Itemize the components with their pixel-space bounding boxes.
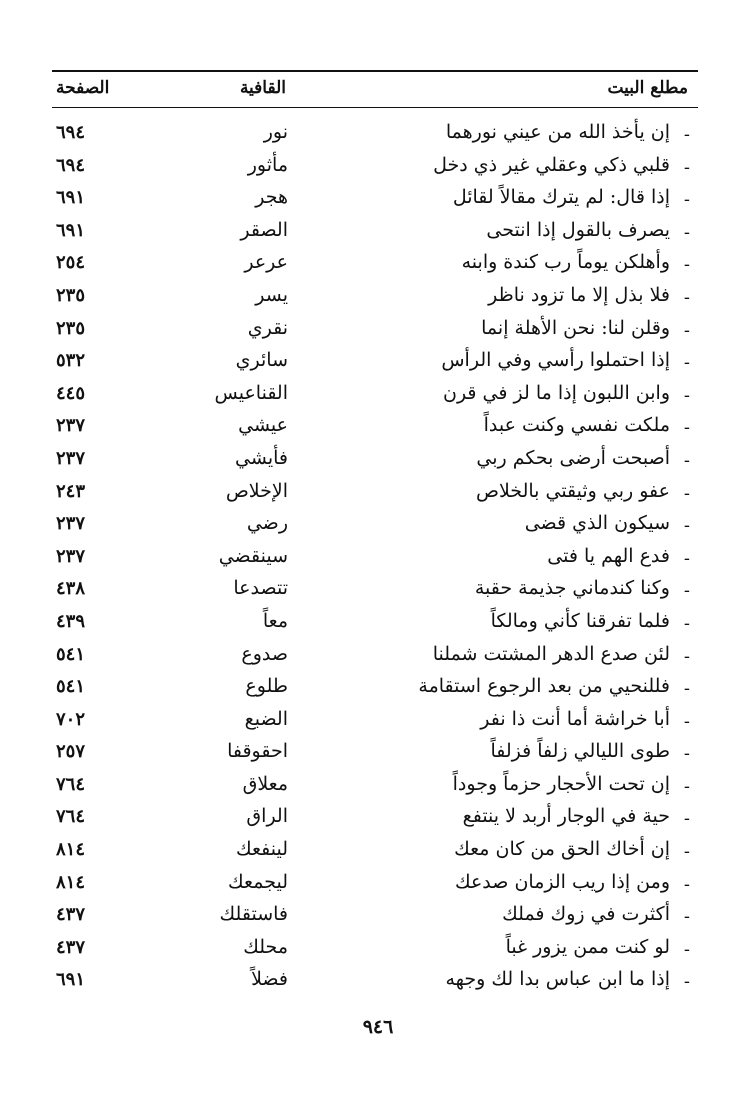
row-dash: -: [683, 319, 690, 341]
row-dash: -: [683, 971, 690, 993]
table-row: [52, 672, 698, 705]
verse-opening: ملكت نفسي وكنت عبداً: [483, 414, 670, 437]
verse-rhyme: الضبع: [244, 707, 288, 730]
row-dash: -: [683, 547, 690, 569]
row-dash: -: [683, 841, 690, 863]
verse-opening: سيكون الذي قضى: [524, 512, 670, 535]
verse-opening: إن أخاك الحق من كان معك: [454, 838, 670, 861]
table-row: [52, 314, 698, 347]
verse-rhyme: يسر: [255, 283, 288, 306]
row-dash: -: [683, 678, 690, 700]
verse-rhyme: القناعيس: [214, 381, 288, 404]
table-row: [52, 737, 698, 770]
verse-rhyme: مأثور: [247, 153, 288, 176]
verse-opening: إذا ما ابن عباس بدا لك وجهه: [445, 968, 670, 991]
header-top-rule: [52, 70, 698, 72]
table-row: [52, 444, 698, 477]
verse-rhyme: فأيشي: [235, 446, 288, 469]
verse-rhyme: معلاق: [242, 772, 288, 795]
column-header-page: الصفحة: [56, 78, 110, 98]
verse-page-number: ٦٩٤: [56, 122, 86, 143]
verse-page-number: ٤٤٥: [56, 382, 86, 404]
verse-rhyme: لينفعك: [235, 838, 288, 861]
table-row: [52, 379, 698, 412]
verse-opening: فدع الهم يا فتى: [547, 544, 670, 567]
verse-page-number: ٢٣٥: [56, 284, 86, 306]
verse-rhyme: نور: [263, 121, 288, 143]
verse-page-number: ٦٩٤: [56, 154, 86, 176]
row-dash: -: [683, 286, 690, 308]
verse-opening: وأهلكن يوماً رب كندة وابنه: [461, 251, 670, 274]
verse-page-number: ٢٥٧: [56, 741, 86, 763]
row-dash: -: [683, 580, 690, 602]
row-dash: -: [683, 938, 690, 960]
verse-page-number: ٤٣٧: [56, 936, 86, 958]
verse-opening: حية في الوجار أربد لا ينتفع: [462, 805, 670, 828]
verse-opening: طوى الليالي زلفاً فزلفاً: [490, 740, 670, 763]
verse-page-number: ٥٣٢: [56, 350, 86, 372]
verse-opening: أكثرت في زوك فملك: [502, 903, 670, 926]
row-dash: -: [683, 515, 690, 537]
verse-page-number: ٢٤٣: [56, 480, 86, 502]
row-dash: -: [683, 352, 690, 374]
table-row: [52, 868, 698, 901]
table-row: [52, 183, 698, 216]
verse-page-number: ٢٣٧: [56, 513, 86, 535]
verse-page-number: ٦٩١: [56, 187, 86, 209]
row-dash: -: [683, 156, 690, 178]
verse-rhyme: رضي: [246, 512, 288, 535]
verse-rhyme: عرعر: [244, 251, 288, 274]
verse-opening: لو كنت ممن يزور غباً: [505, 935, 670, 958]
verse-opening: وابن اللبون إذا ما لز في قرن: [443, 381, 670, 404]
row-dash: -: [683, 254, 690, 276]
column-header-rhyme: القافية: [239, 78, 286, 98]
verse-rhyme: سائري: [235, 349, 288, 372]
verse-rhyme: الصقر: [240, 218, 288, 241]
verse-rhyme: طلوع: [245, 675, 288, 698]
table-header: [52, 74, 698, 106]
table-row: [52, 216, 698, 249]
table-row: [52, 705, 698, 738]
verse-rhyme: نقري: [247, 316, 288, 339]
row-dash: -: [683, 124, 690, 145]
verse-rhyme: الإخلاص: [225, 479, 288, 502]
verse-page-number: ٥٤١: [56, 643, 86, 665]
verse-opening: فلما تفرقنا كأني ومالكاً: [490, 609, 670, 632]
verse-page-number: ٢٥٤: [56, 252, 86, 274]
row-dash: -: [683, 906, 690, 928]
table-row: [52, 281, 698, 314]
verse-rhyme: هجر: [255, 186, 288, 209]
row-dash: -: [683, 775, 690, 797]
row-dash: -: [683, 417, 690, 439]
verse-page-number: ٢٣٥: [56, 317, 86, 339]
verse-rhyme: الراق: [246, 805, 288, 828]
verse-page-number: ٥٤١: [56, 676, 86, 698]
verse-rhyme: ليجمعك: [228, 870, 288, 893]
row-dash: -: [683, 808, 690, 830]
verse-opening: إن تحت الأحجار حزماً وجوداً: [452, 772, 670, 795]
verse-page-number: ٢٣٧: [56, 415, 86, 437]
verse-opening: وكنا كندماني جذيمة حقبة: [474, 577, 670, 600]
table-row: [52, 477, 698, 510]
verse-page-number: ٢٣٧: [56, 447, 86, 469]
table-row: [52, 835, 698, 868]
verse-page-number: ٧٦٤: [56, 806, 86, 828]
verse-opening: عفو ربي وثيقتي بالخلاص: [476, 479, 670, 502]
table-row: [52, 509, 698, 542]
row-dash: -: [683, 743, 690, 765]
row-dash: -: [683, 612, 690, 634]
row-dash: -: [683, 710, 690, 732]
table-row: [52, 802, 698, 835]
table-row: [52, 118, 698, 151]
verse-page-number: ٦٩١: [56, 219, 86, 241]
page-number: ٩٤٦: [362, 1016, 394, 1038]
verse-rhyme: فضلاً: [251, 968, 288, 991]
verse-page-number: ٨١٤: [56, 871, 86, 893]
verse-opening: يصرف بالقول إذا انتحى: [486, 218, 670, 241]
verse-opening: وقلن لنا: نحن الأهلة إنما: [481, 316, 670, 339]
table-row: [52, 607, 698, 640]
table-row: [52, 411, 698, 444]
verse-opening: إذا احتملوا رأسي وفي الرأس: [441, 349, 670, 372]
verse-rhyme: عيشي: [238, 414, 288, 437]
verse-opening: لئن صدع الدهر المشتت شملنا: [432, 642, 670, 665]
verse-opening: فلا بذل إلا ما تزود ناظر: [488, 283, 670, 306]
verse-rhyme: احقوقفا: [227, 740, 288, 763]
table-row: [52, 151, 698, 184]
table-row: [52, 965, 698, 998]
verse-rhyme: معاً: [262, 609, 288, 632]
verse-opening: أبا خراشة أما أنت ذا نفر: [480, 707, 670, 730]
table-row: [52, 770, 698, 803]
verse-page-number: ٦٩١: [56, 969, 86, 991]
verse-rhyme: سينقضي: [218, 544, 288, 567]
table-row: [52, 542, 698, 575]
row-dash: -: [683, 482, 690, 504]
table-row: [52, 900, 698, 933]
row-dash: -: [683, 189, 690, 211]
row-dash: -: [683, 449, 690, 471]
column-header-opening: مطلع البيت: [607, 78, 688, 98]
table-row: [52, 248, 698, 281]
table-row: [52, 640, 698, 673]
verse-rhyme: فاستقلك: [219, 903, 288, 926]
verse-opening: ومن إذا ريب الزمان صدعك: [454, 870, 670, 893]
verse-page-number: ٤٣٧: [56, 904, 86, 926]
verse-page-number: ٧٦٤: [56, 773, 86, 795]
verse-page-number: ٨١٤: [56, 839, 86, 861]
verse-page-number: ٢٣٧: [56, 545, 86, 567]
verse-index-table: [52, 118, 698, 998]
table-row: [52, 574, 698, 607]
table-row: [52, 346, 698, 379]
verse-rhyme: محلك: [243, 935, 288, 958]
row-dash: -: [683, 873, 690, 895]
verse-opening: إذا قال: لم يترك مقالاً لقائل: [452, 186, 670, 209]
row-dash: -: [683, 221, 690, 243]
row-dash: -: [683, 384, 690, 406]
verse-page-number: ٧٠٢: [56, 708, 86, 730]
verse-page-number: ٤٣٩: [56, 610, 86, 632]
row-dash: -: [683, 645, 690, 667]
table-row: [52, 933, 698, 966]
verse-opening: قلبي ذكي وعقلي غير ذي دخل: [433, 153, 670, 176]
verse-page-number: ٤٣٨: [56, 578, 86, 600]
verse-rhyme: تتصدعا: [233, 577, 288, 600]
verse-opening: أصبحت أرضى بحكم ربي: [476, 446, 670, 469]
header-bottom-rule: [52, 107, 698, 108]
verse-rhyme: صدوع: [241, 642, 288, 665]
verse-opening: إن يأخذ الله من عيني نورهما: [445, 121, 670, 143]
verse-opening: فللنحيي من بعد الرجوع استقامة: [418, 675, 670, 698]
